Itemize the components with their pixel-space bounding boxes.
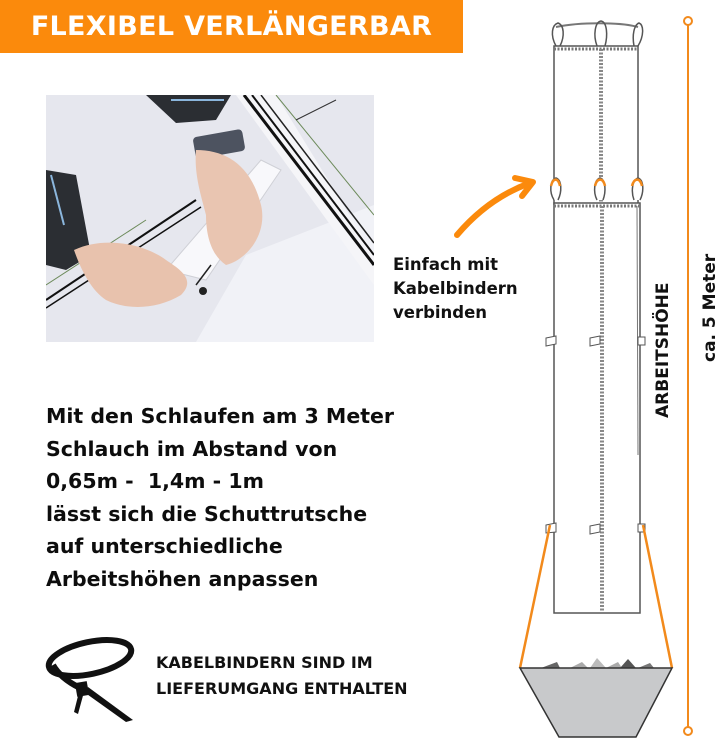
callout-line: Kabelbindern [393,279,518,298]
callout-line: Einfach mit [393,255,498,274]
upper-tube [552,21,642,204]
callout-line: verbinden [393,303,488,322]
rope-right [643,525,672,668]
callout-arrow-icon [457,178,533,235]
description-line: lässt sich die Schuttrutsche [46,501,368,526]
footer-line: LIEFERUMGANG ENTHALTEN [156,679,408,698]
height-dimension-line [684,17,692,735]
description-line: auf unterschiedliche [46,534,283,558]
footer-text [156,650,526,702]
title-banner [0,0,463,53]
title-text: FLEXIBEL VERLÄNGERBAR [30,11,433,42]
debris-container [520,658,672,737]
description-text [46,400,486,595]
description-line: Schlauch im Abstand von [46,436,338,461]
work-height-label: ARBEITSHÖHE [653,282,673,418]
description-line: Mit den Schlaufen am 3 Meter [46,404,395,428]
product-photo [46,95,374,342]
callout-text [393,253,563,325]
photo-hands-cable-tie-icon [46,95,374,342]
cable-tie-icon [38,632,138,722]
description-line: 0,65m - 1,4m - 1m [46,469,264,493]
rope-left [520,525,550,668]
total-height-label: ca. 5 Meter [700,253,720,362]
footer-line: KABELBINDERN SIND IM [156,653,373,672]
connection-loops [551,178,643,200]
description-line: Arbeitshöhen anpassen [46,566,319,591]
